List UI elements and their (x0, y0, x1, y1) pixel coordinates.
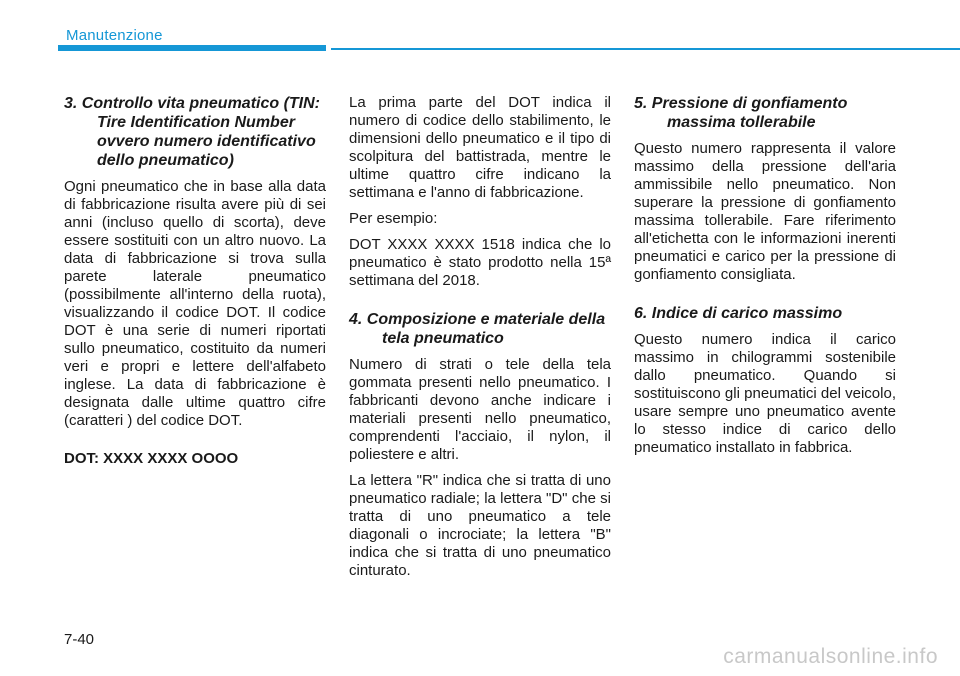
column-2 (349, 94, 611, 588)
paragraph-tin: Ogni pneumatico che in base alla data di fabbricazione risulta avere più di sei anni (incluso quello di scorta), deve essere sostituiti con un altro nuovo. La data di fabbricazione si trova sulla parete laterale pneumatico (possibilmente all'interno della ruota), visualizzando il codice DOT. Il codice DOT è una serie di numeri riportati sullo pneumatico, costituito da numeri veri e propri e lettere dell'alfabeto inglese. La data di fabbricazione è designata dalle ultime quattro cifre (caratteri ) del codice DOT. (64, 178, 326, 429)
paragraph-letters: La lettera "R" indica che si tratta di uno pneumatico radiale; la lettera "D" che si tratta di uno pneumatico a tele diagonali o incrociate; la lettera "B" indica che si tratta di uno pneumatico cinturato. (349, 472, 611, 579)
paragraph-load-index: Questo numero indica il carico massimo in chilogrammi sostenibile dallo pneumatico. Quando si sostituiscono gli pneumatici del veicolo, usare sempre uno pneumatico avente lo stesso indice di carico dello pneumatico installato in fabbrica. (634, 331, 896, 456)
paragraph-dot-meaning: La prima parte del DOT indica il numero di codice dello stabilimento, le dimensioni dello pneumatico e il tipo di scolpitura del battistrada, mentre le ultime quattro cifre indicano la settimana e l'anno di fabbricazione. (349, 94, 611, 201)
paragraph-max-pressure: Questo numero rappresenta il valore massimo della pressione dell'aria ammissibile nello pneumatico. Non superare la pressione di gonfiamento massima tollerabile. Fare riferimento all'etichetta con le informazioni inerenti pneumatici e carico per la pressione di gonfiamento consigliata. (634, 140, 896, 283)
header-rule-thick (58, 45, 326, 51)
spacer (64, 438, 326, 450)
section-title: Manutenzione (66, 27, 163, 44)
paragraph-example-label: Per esempio: (349, 210, 438, 227)
heading-max-pressure: 5. Pressione di gonfiamento massima tollerabile (634, 95, 848, 131)
paragraph-example: DOT XXXX XXXX 1518 indica che lo pneumatico è stato prodotto nella 15ª settimana del 2018. (349, 236, 611, 289)
spacer (634, 292, 896, 304)
heading-composition: 4. Composizione e materiale della tela pneumatico (349, 311, 606, 347)
page-number: 7-40 (64, 631, 95, 648)
column-3 (634, 94, 896, 465)
paragraph-composition: Numero di strati o tele della tela gommata presenti nello pneumatico. I fabbricanti devono anche indicare i materiali presenti nello pneumatico, comprendenti l'acciaio, il nylon, il poliestere e altri. (349, 356, 611, 463)
watermark: carmanualsonline.info (723, 645, 938, 668)
spacer (349, 298, 611, 310)
column-1 (64, 94, 326, 468)
heading-load-index: 6. Indice di carico massimo (634, 305, 843, 322)
heading-tin: 3. Controllo vita pneumatico (TIN: Tire Identification Number ovvero numero identificativo dello pneumatico) (64, 95, 321, 169)
header-rule-thin (331, 48, 960, 50)
dot-code: DOT: XXXX XXXX OOOO (64, 450, 239, 467)
